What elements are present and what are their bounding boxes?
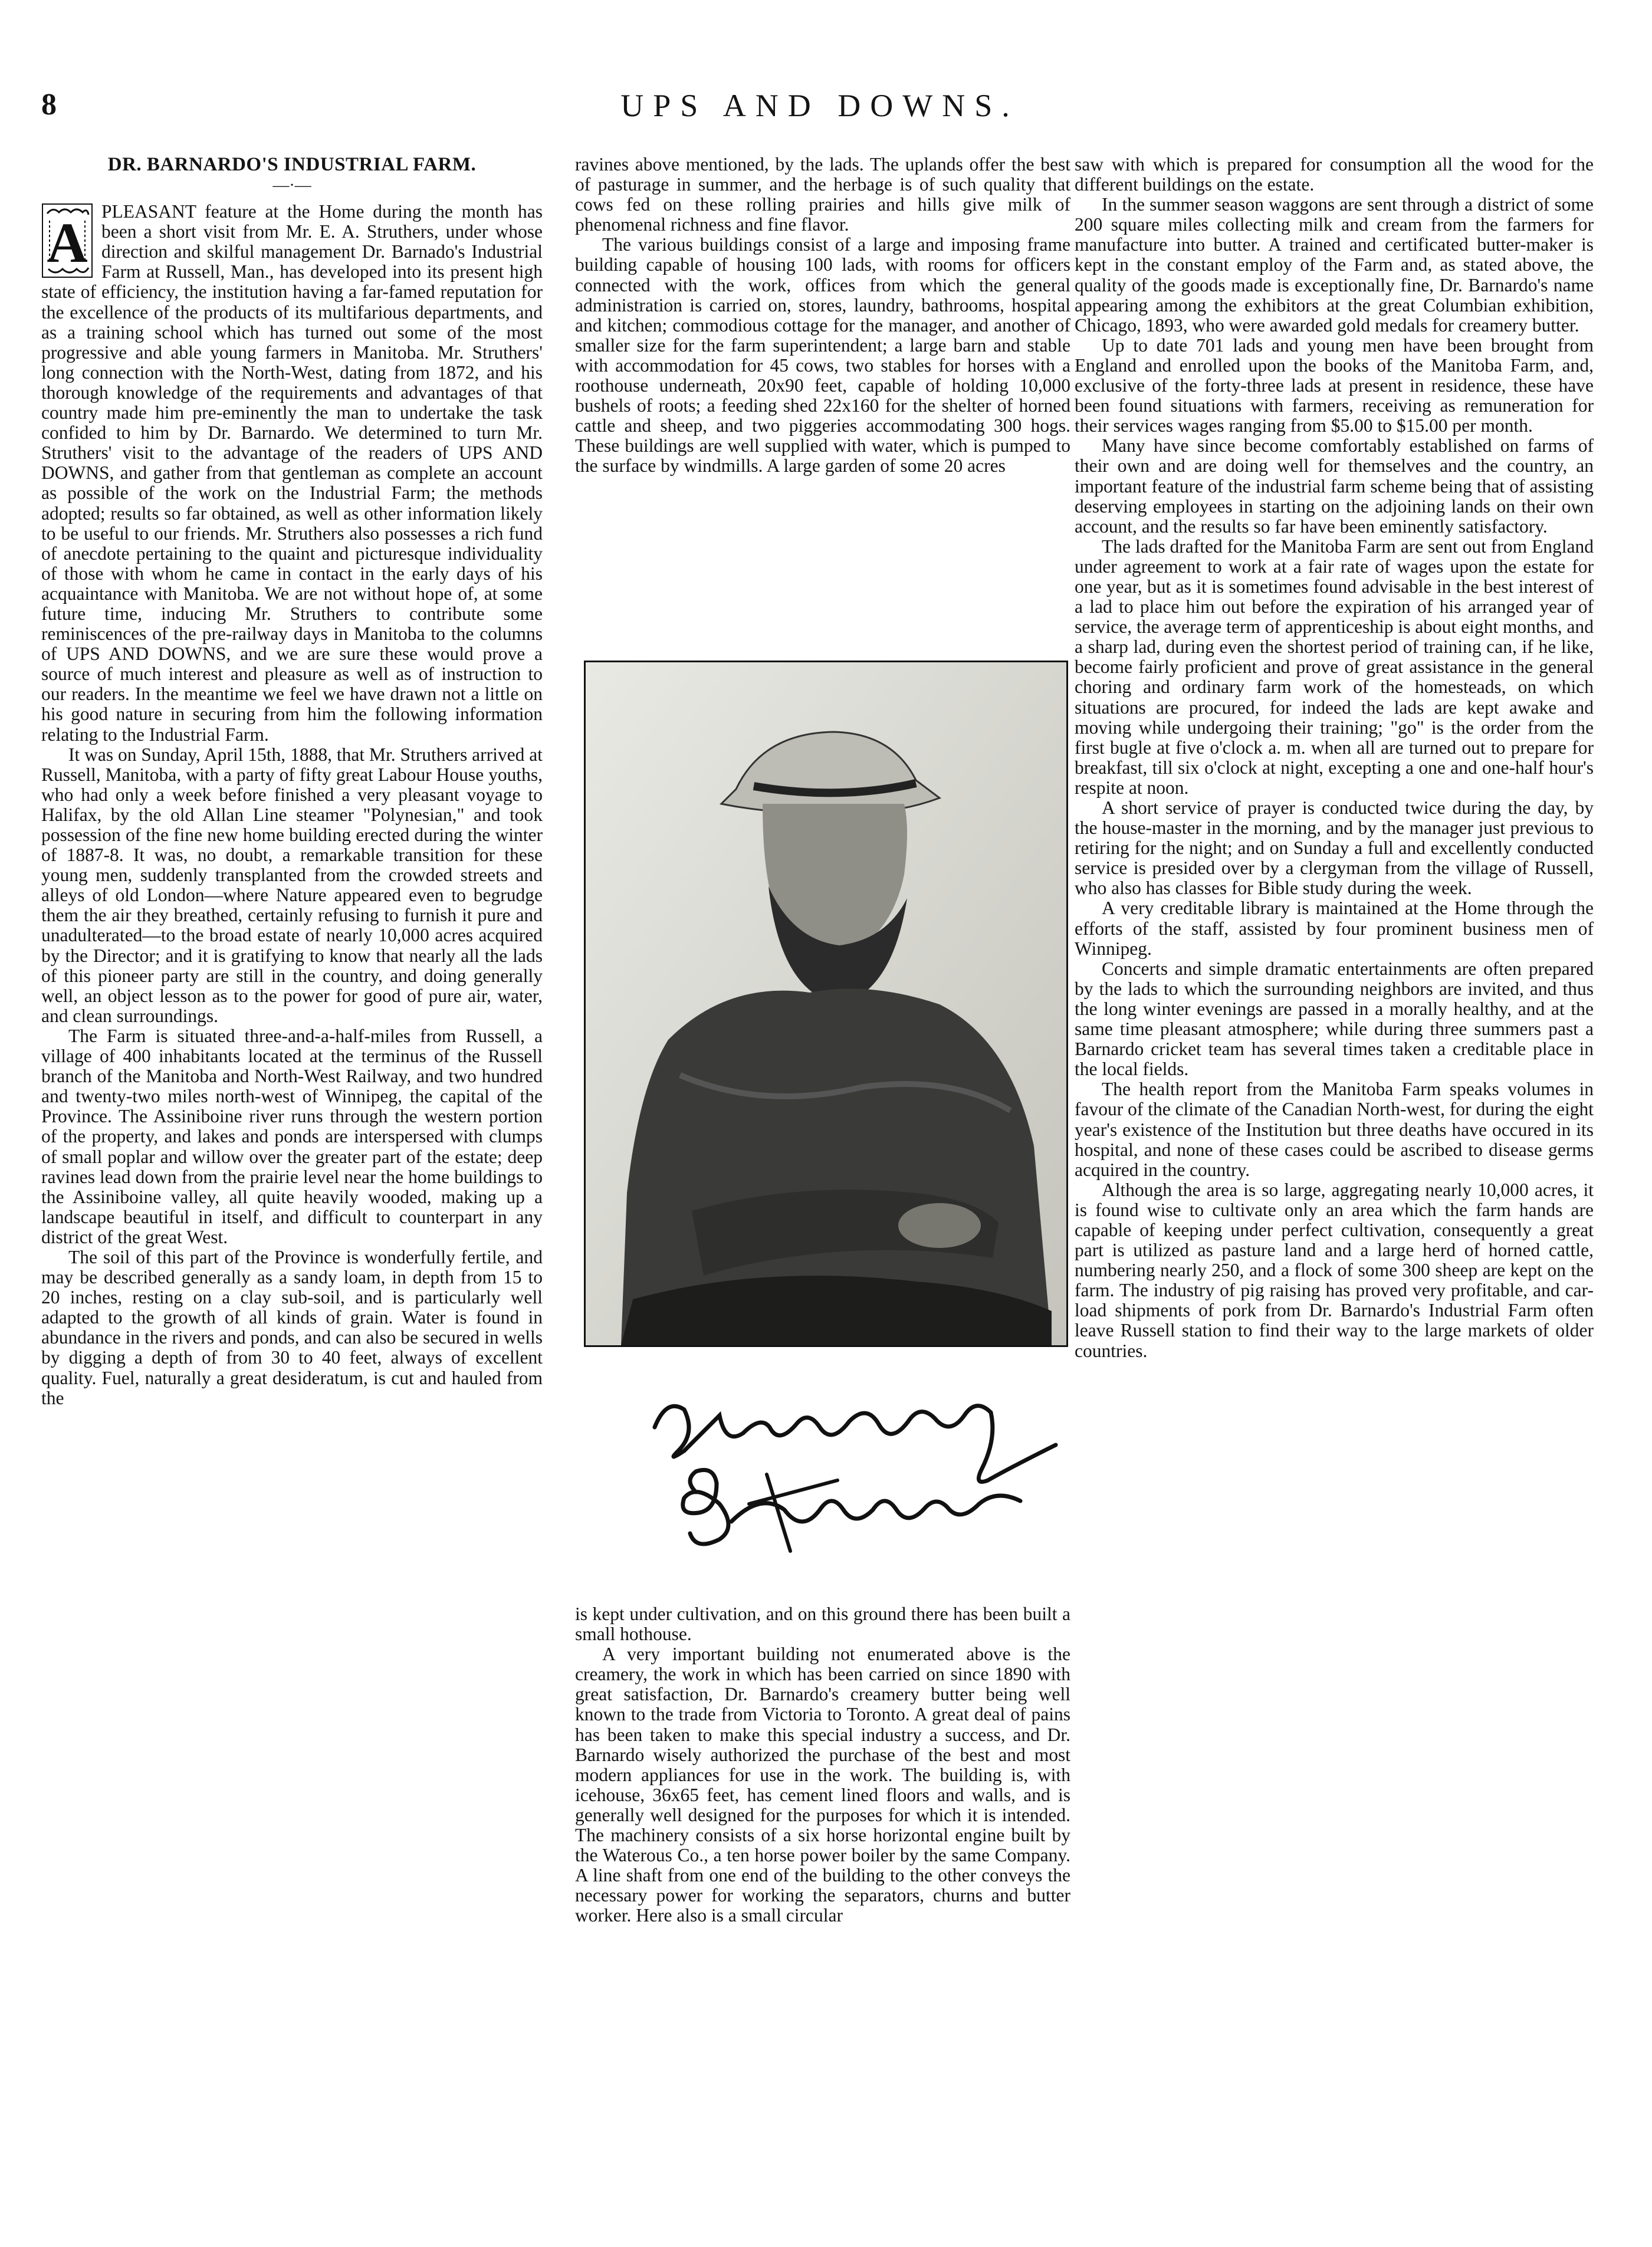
paragraph: is kept under cultivation, and on this ground there has been built a small hothouse. — [575, 1604, 1070, 1645]
page-header — [41, 87, 1598, 140]
article-column-1 — [41, 155, 543, 1408]
paragraph: A very important building not enumerated above is the creamery, the work in which has been carried on since 1890 with great satisfaction, Dr. Barnardo's creamery butter being well known to the trade from Victoria to Toronto. A great deal of pains has been taken to make this special industry a success, and Dr. Barnardo wisely authorized the purchase of the best and most modern appliances for use in the work. The building is, with icehouse, 36x65 feet, has cement lined floors and walls, and is generally well designed for the purposes for which it is intended. The machinery consists of a six horse horizontal engine built by the Waterous Co., a ten horse power boiler by the same Company. A line shaft from one end of the building to the other conveys the necessary power for working the separators, churns and butter worker. Here also is a small circular — [575, 1644, 1070, 1926]
svg-text:A: A — [47, 211, 88, 275]
paragraph: Many have since become comfortably established on farms of their own and are doing well for themselves and the country, an important feature of the industrial farm scheme being that of assisting deserving employees in starting on the adjoining lands on their own account, and the results so far have been eminently satisfactory. — [1075, 435, 1594, 537]
paragraph: It was on Sunday, April 15th, 1888, that Mr. Struthers arrived at Russell, Manitoba, with a party of fifty great Labour House youths, who had only a week before finished a very pleasant voyage to Halifax, by the old Allan Line steamer "Polynesian," and took possession of the fine new home building erected during the winter of 1887-8. It was, no doubt, a remarkable transition for these young men, suddenly transplanted from the crowded streets and alleys of old London—where Nature appeared even to begrudge them the air they breathed, certainly refusing to furnish it pure and unadulterated—to the broad estate of nearly 10,000 acres acquired by the Director; and it is gratifying to know that nearly all the lads of this pioneer party are still in the country, and doing generally well, an object lesson as to the power for good of pure air, water, and clean surroundings. — [41, 744, 543, 1026]
paragraph: A very creditable library is maintained at the Home through the efforts of the staff, assisted by four prominent business men of Winnipeg. — [1075, 898, 1594, 959]
paragraph: The health report from the Manitoba Farm speaks volumes in favour of the climate of the Canadian North-west, for during the eight year's existence of the Institution but three deaths have occured in its hospital, and none of these cases could be ascribed to disease germs acquired in the country. — [1075, 1079, 1594, 1180]
paragraph: A PLEASANT feature at the Home during the month has been a short visit from Mr. E. A. Struthers, under whose direction and skilful management Dr. Barnado's Industrial Farm at Russell, Man., has developed into its present high state of efficiency, the institution having a far-famed reputation for the excellence of the products of its multifarious departments, and as a training school which has turned out some of the most progressive and able young farmers in Manitoba. Mr. Struthers' long connection with the North-West, dating from 1872, and his thorough knowledge of the requirements and advantages of that country made him pre-eminently the man to undertake the task confided to him by Dr. Barnardo. We determined to turn Mr. Struthers' visit to the advantage of the readers of UPS AND DOWNS, and gather from that gentleman as complete an account as possible of the work on the Industrial Farm; the methods adopted; results so far obtained, as well as other information likely to be useful to our friends. Mr. Struthers also possesses a rich fund of anecdote pertaining to the quaint and picturesque individuality of those with whom he came in contact in the early days of his acquaintance with Manitoba. We are not without hope of, at some future time, inducing Mr. Struthers to contribute some reminiscences of the pre-railway days in Manitoba to the columns of UPS AND DOWNS, and we are sure these would prove a source of much interest and pleasure as well as of instruction to our readers. In the meantime we feel we have drawn not a little on his good nature in securing from him the following information relating to the Industrial Farm. — [41, 201, 543, 745]
paragraph: The various buildings consist of a large and imposing frame building capable of housing 100 lads, with rooms for officers connected with the work, offices from which the general administration is carried on, stores, laundry, bathrooms, hospital and kitchen; commodious cottage for the manager, and another of smaller size for the farm superintendent; a large barn and stable with accommodation for 45 cows, two stables for horses with a roothouse underneath, 20x90 feet, capable of holding 10,000 bushels of roots; a feeding shed 22x160 for the shelter of horned cattle and sheep, and two piggeries accommodating 300 hogs. These buildings are well supplied with water, which is pumped to the surface by windmills. A large garden of some 20 acres — [575, 234, 1070, 477]
running-title: UPS AND DOWNS. — [620, 88, 1019, 123]
paragraph: saw with which is prepared for consumption all the wood for the different buildings on the estate. — [1075, 154, 1594, 195]
paragraph: The Farm is situated three-and-a-half-miles from Russell, a village of 400 inhabitants located at the terminus of the Russell branch of the Manitoba and North-West Railway, and two hundred and twenty-two miles north-west of Winnipeg, the capital of the Province. The Assiniboine river runs through the western portion of the property, and lakes and ponds are interspersed with clumps of small poplar and willow over the greater part of the estate; deep ravines lead down from the prairie level near the home buildings to the Assiniboine valley, all quite heavily wooded, making up a landscape beautiful in itself, and difficult to counterpart in any district of the great West. — [41, 1025, 543, 1247]
paragraph: The lads drafted for the Manitoba Farm are sent out from England under agreement to work at a fair rate of wages upon the estate for one year, but as it is sometimes found advisable in the best interest of a lad to place him out before the expiration of his arranged year of service, the average term of apprenticeship is about eight months, and a sharp lad, during even the shortest period of training can, if he like, become fairly proficient and prove of great assistance in the general choring and ordinary farm work of the homesteads, on which situations are procured, for indeed the lads are kept awake and moving while undergoing their training; "go" is the order from the first bugle at five o'clock a. m. when all are turned out to prepare for breakfast, till six o'clock at night, excepting a one and one-half hour's respite at noon. — [1075, 536, 1594, 798]
paragraph: A short service of prayer is conducted twice during the day, by the house-master in the morning, and by the manager just previous to retiring for the night; and on Sunday a full and excellently conducted service is presided over by a clergyman from the village of Russell, who also has classes for Bible study during the week. — [1075, 797, 1594, 899]
handwritten-signature-icon — [643, 1362, 1068, 1586]
title-separator: —·— — [272, 176, 311, 195]
page-number: 8 — [41, 88, 57, 121]
paragraph: ravines above mentioned, by the lads. The uplands offer the best of pasturage in summer, and the herbage is of such quality that cows fed on these rolling prairies and hills give milk of phenomenal richness and fine flavor. — [575, 154, 1070, 235]
paragraph: Up to date 701 lads and young men have been brought from England and enrolled upon the books of the Manitoba Farm, and, exclusive of the forty-three lads at present in residence, these have been found situations with farmers, receiving as remuneration for their services wages ranging from $5.00 to $15.00 per month. — [1075, 334, 1594, 436]
paragraph: The soil of this part of the Province is wonderfully fertile, and may be described generally as a sandy loam, in depth from 15 to 20 inches, resting on a clay sub-soil, and is particularly well adapted to the growth of all kinds of grain. Water is found in abundance in the rivers and ponds, and can also be secured in wells by digging a depth of from 30 to 40 feet, always of excellent quality. Fuel, naturally a great desideratum, is cut and hauled from the — [41, 1246, 543, 1408]
drop-cap-ornament-icon — [41, 203, 93, 278]
paragraph: In the summer season waggons are sent through a district of some 200 square miles collecting milk and cream from the farmers for manufacture into butter. A trained and certificated butter-maker is kept in the constant employ of the Farm and, as stated above, the quality of the goods made is exceptionally fine, Dr. Barnardo's name appearing among the exhibitors at the great Columbian exhibition, Chicago, 1893, who were awarded gold medals for creamery butter. — [1075, 194, 1594, 336]
article-column-2 — [575, 155, 1070, 477]
paragraph: Although the area is so large, aggregating nearly 10,000 acres, it is found wise to cultivate only an area which the farm hands are capable of keeping under perfect cultivation, consequently a great part is utilized as pasture land and a large herd of horned cattle, numbering nearly 250, and a flock of some 300 sheep are kept on the farm. The industry of pig raising has proved very profitable, and car-load shipments of pork from Dr. Barnardo's Industrial Farm often leave Russell station to find their way to the large markets of older countries. — [1075, 1179, 1594, 1361]
article-column-2-continued — [575, 1604, 1070, 1926]
paragraph: Concerts and simple dramatic entertainments are often prepared by the lads to which the surrounding neighbors are invited, and thus the long winter evenings are passed in a morally healthy, and at the same time pleasant atmosphere; while during three summers past a Barnardo cricket team has several times taken a creditable place in the local fields. — [1075, 958, 1594, 1080]
article-column-3 — [1075, 155, 1594, 1361]
portrait-photo-icon — [584, 661, 1068, 1347]
article-title: DR. BARNARDO'S INDUSTRIAL FARM. — [107, 154, 477, 175]
